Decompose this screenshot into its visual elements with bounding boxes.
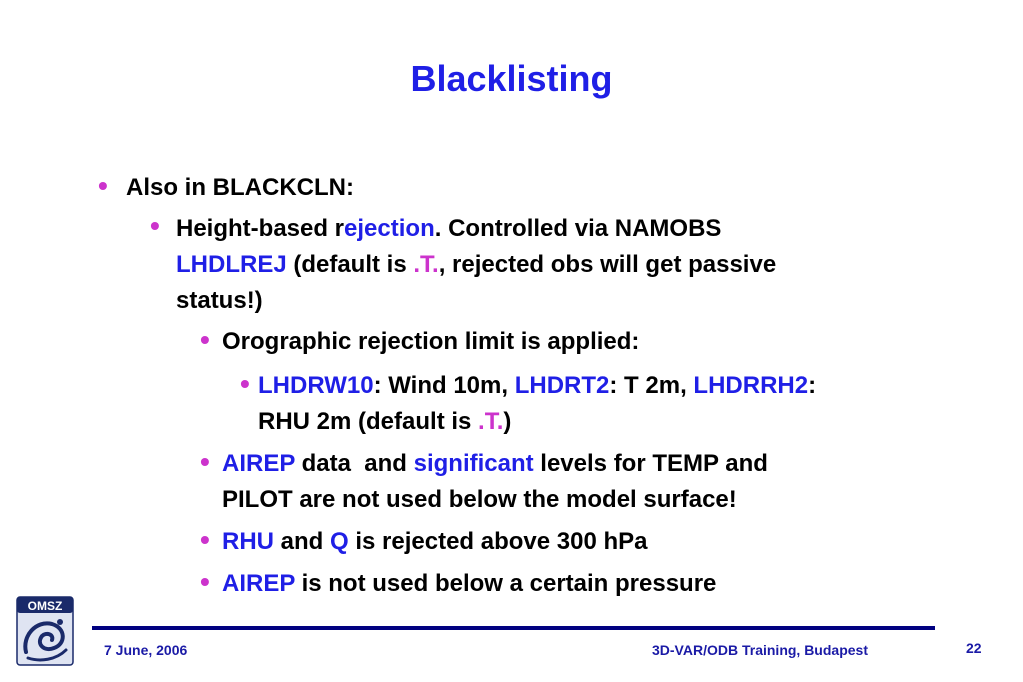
bullet-airep-data [222,450,768,478]
value-true: .T. [413,251,439,278]
bullet-marker: • [150,210,160,241]
slide-title: Blacklisting [410,58,613,99]
keyword-lhdrt2: LHDRT2 [514,372,610,399]
text-segment: . Controlled via NAMOBS [434,215,722,242]
text-segment: Height-based r [176,215,345,242]
bullet-rhu-q [222,528,648,556]
footer-divider [92,626,935,630]
text-segment: is rejected above 300 hPa [348,528,648,555]
bullet-lhdrw10-line2 [258,408,511,436]
footer-event: 3D-VAR/ODB Training, Budapest [652,642,868,658]
bullet-marker: • [200,566,210,597]
page-number: 22 [966,640,982,656]
bullet-marker: • [200,446,210,477]
keyword-lhdrw10: LHDRW10 [258,372,374,399]
bullet-height-based-rejection [176,215,721,243]
text-segment: , rejected obs will get passive [438,251,777,278]
keyword-lhdlrej: LHDLREJ [176,251,287,278]
bullet-marker: • [240,368,250,399]
bullet-orographic-rejection: Orographic rejection limit is applied: [222,328,640,355]
text-segment: : Wind 10m, [373,372,515,399]
keyword-airep: AIREP [222,450,295,477]
text-segment: : T 2m, [609,372,694,399]
omsz-logo [16,596,74,666]
keyword-airep: AIREP [222,570,295,597]
keyword-lhdrrh2: LHDRRH2 [693,372,809,399]
logo-text: OMSZ [27,599,63,613]
keyword-significant: significant [413,450,534,477]
bullet-marker: • [98,170,108,201]
text-segment: levels for TEMP and [533,450,768,477]
text-segment: (default is [286,251,414,278]
bullet-height-based-rejection-line3: status!) [176,287,263,314]
bullet-lhdrw10 [258,372,816,400]
bullet-airep-pressure [222,570,716,598]
bullet-marker: • [200,524,210,555]
text-segment: : [808,372,817,399]
bullet-height-based-rejection-line2 [176,251,776,279]
footer-date: 7 June, 2006 [104,642,188,658]
text-segment: ) [503,408,512,435]
keyword-ejection: ejection [344,215,435,242]
text-segment: RHU 2m (default is [258,408,479,435]
bullet-also-in-blackcln: Also in BLACKCLN: [126,174,354,201]
value-true: .T. [478,408,504,435]
bullet-airep-data-line2: PILOT are not used below the model surface! [222,486,737,513]
text-segment: and [274,528,331,555]
text-segment: data and [294,450,414,477]
keyword-q: Q [330,528,349,555]
keyword-rhu: RHU [222,528,274,555]
text-segment: is not used below a certain pressure [294,570,717,597]
bullet-marker: • [200,324,210,355]
